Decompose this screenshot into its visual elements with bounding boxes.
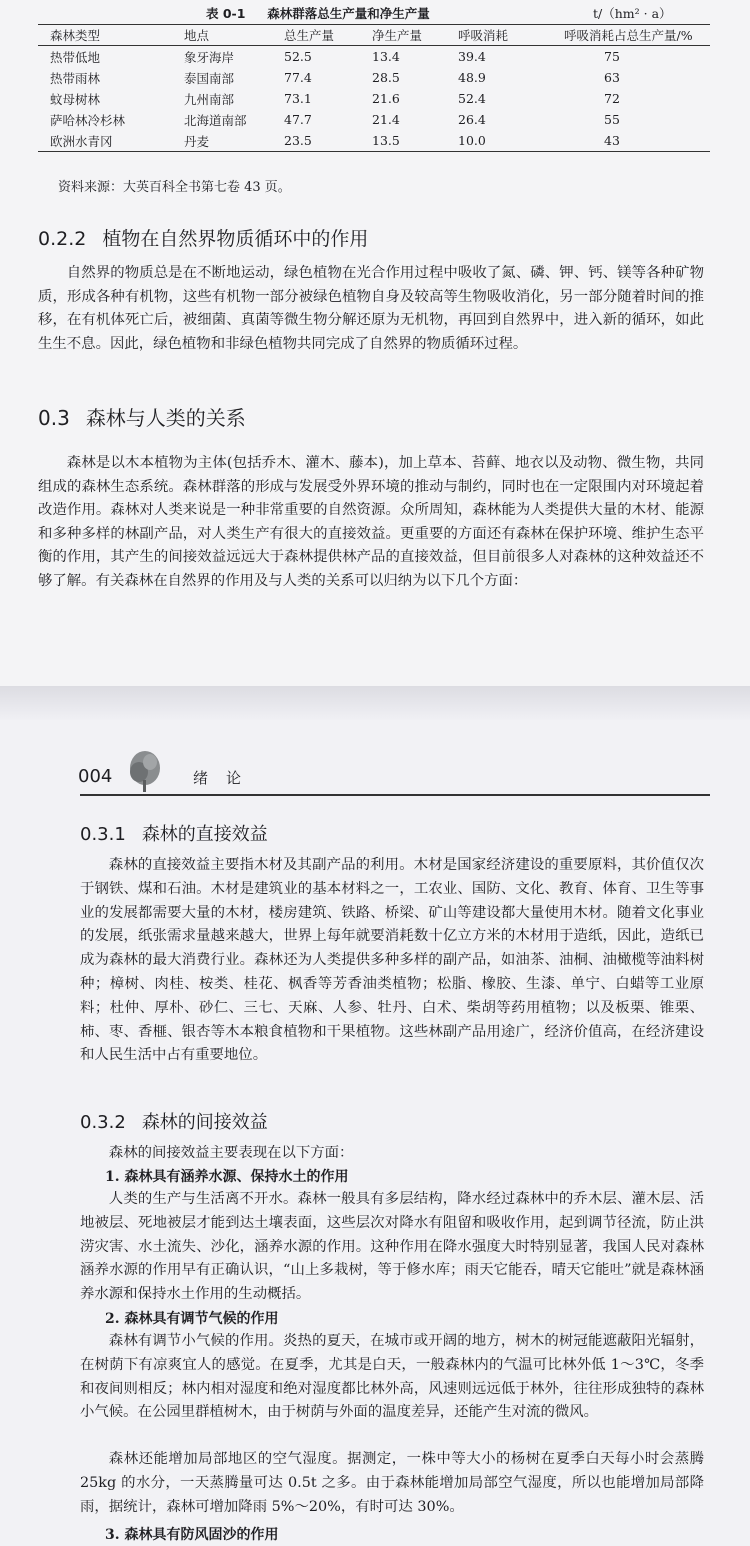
tree-icon xyxy=(122,748,168,794)
table-row xyxy=(38,88,710,109)
table-cell: 热带雨林 xyxy=(50,70,101,86)
table-cell: 21.4 xyxy=(372,112,400,127)
paragraph-water: 人类的生产与生活离不开水。森林一般具有多层结构，降水经过森林中的乔木层、灌木层、活地被层、死地被层才能到达土壤表面，这些层次对降水有阻留和吸收作用，起到调节径流，防止洪涝灾害、水土流失、沙化，涵养水源的作用。这种作用在降水强度大时特别显著，我国人民对森林涵养水源的作用早有正确认识，“山上多栽树，等于修水库；雨天它能吞，晴天它能吐”就是森林涵养水源和保持水土作用的生动概括。 xyxy=(80,1191,704,1303)
table-cell: 热带低地 xyxy=(50,49,101,65)
table-row xyxy=(38,130,710,152)
section-heading-0-3: 0.3 森林与人类的关系 xyxy=(38,406,246,430)
table-cell: 象牙海岸 xyxy=(184,49,235,65)
table-cell: 43 xyxy=(604,133,620,148)
paragraph-climate: 森林有调节小气候的作用。炎热的夏天，在城市或开阔的地方，树木的树冠能遮蔽阳光辐射，在树荫下有凉爽宜人的感觉。在夏季，尤其是白天，一般森林内的气温可比林外低 1～3℃，冬季和夜间则相反；林内相对湿度和绝对湿度都比林外高，风速则远远低于林外，往往形成独特的森林小气候。在公园里群植树木，由于树荫与外面的温度差异，还能产生对流的微风。 xyxy=(80,1333,704,1421)
table-cell: 75 xyxy=(604,49,620,64)
table-cell: 13.4 xyxy=(372,49,400,64)
paragraph-direct-benefit: 森林的直接效益主要指木材及其副产品的利用。木材是国家经济建设的重要原料，其价值仅次于钢铁、煤和石油。木材是建筑业的基本材料之一，工农业、国防、文化、教育、体育、卫生等事业的发展都需要大量的木材，楼房建筑、铁路、桥梁、矿山等建设都大量使用木材。随着文化事业的发展，纸张需求量越来越大，世界上每年就要消耗数十亿立方米的木材用于造纸，因此，造纸已成为森林的最大消费行业。森林还为人类提供多种多样的副产品，如油茶、油桐、油橄榄等油料树种；樟树、肉桂、桉类、桂花、枫香等芳香油类植物；松脂、橡胶、生漆、单宁、白蜡等工业原料；杜仲、厚朴、砂仁、三七、天麻、人参、牡丹、白术、柴胡等药用植物；以及板栗、锥栗、柿、枣、香榧、银杏等木本粮食植物和干果植物。这些林副产品用途广，经济价值高，在经济建设和人民生活中占有重要地位。 xyxy=(80,857,704,1064)
table-cell: 欧洲水青冈 xyxy=(50,133,113,149)
table-caption xyxy=(0,4,750,22)
table-cell: 26.4 xyxy=(458,112,486,127)
table-cell: 63 xyxy=(604,70,620,85)
page-number: 004 xyxy=(78,766,113,787)
header-rule xyxy=(80,794,710,796)
table-cell: 23.5 xyxy=(284,133,312,148)
table-cell: 13.5 xyxy=(372,133,400,148)
page-gap xyxy=(0,686,750,720)
column-header: 呼吸消耗 xyxy=(458,28,509,43)
subheading-climate: 2. 森林具有调节气候的作用 xyxy=(105,1311,279,1327)
table-row xyxy=(38,109,710,130)
table-cell: 泰国南部 xyxy=(184,70,235,86)
table-source: 资料来源：大英百科全书第七卷 43 页。 xyxy=(58,180,291,195)
table-cell: 28.5 xyxy=(372,70,400,85)
section-heading-0-2-2: 0.2.2 植物在自然界物质循环中的作用 xyxy=(38,228,369,250)
column-header: 森林类型 xyxy=(50,28,101,43)
paragraph-humidity: 森林还能增加局部地区的空气湿度。据测定，一株中等大小的杨树在夏季白天每小时会蒸腾 25kg 的水分，一天蒸腾量可达 0.5t 之多。由于森林能增加局部空气湿度，所以也能增加局部降雨，据统计，森林可增加降雨 5%～20%，有时可达 30%。 xyxy=(80,1451,704,1515)
table-unit: t/（hm² · a） xyxy=(593,6,672,21)
table-cell: 72 xyxy=(604,91,620,106)
table-header-row xyxy=(38,25,710,46)
section-heading-0-3-2: 0.3.2 森林的间接效益 xyxy=(80,1112,268,1133)
section-heading-0-3-1: 0.3.1 森林的直接效益 xyxy=(80,824,268,845)
table-cell: 52.4 xyxy=(458,91,486,106)
table-cell: 丹麦 xyxy=(184,133,210,149)
column-header: 呼吸消耗占总生产量/% xyxy=(564,28,693,43)
page-top xyxy=(0,0,750,686)
forest-production-table xyxy=(38,24,710,152)
column-header: 总生产量 xyxy=(284,28,335,43)
table-cell: 77.4 xyxy=(284,70,312,85)
subheading-water: 1. 森林具有涵养水源、保持水土的作用 xyxy=(105,1169,349,1185)
chapter-title: 绪论 xyxy=(193,769,260,787)
table-cell: 55 xyxy=(604,112,620,127)
column-header: 净生产量 xyxy=(372,28,423,43)
table-row xyxy=(38,46,710,68)
table-cell: 10.0 xyxy=(458,133,486,148)
table-cell: 北海道南部 xyxy=(184,112,247,128)
paragraph-indirect-intro: 森林的间接效益主要表现在以下方面： xyxy=(108,1145,354,1161)
table-cell: 九州南部 xyxy=(184,91,235,107)
table-cell: 47.7 xyxy=(284,112,312,127)
column-header: 地点 xyxy=(184,28,210,43)
paragraph-forest-human: 森林是以木本植物为主体(包括乔木、灌木、藤本)，加上草本、苔藓、地衣以及动物、微生物，共同组成的森林生态系统。森林群落的形成与发展受外界环境的推动与制约，同时也在一定限围内对环境起着改造作用。森林对人类来说是一种非常重要的自然资源。众所周知，森林能为人类提供大量的木材、能源和多种多样的林副产品，对人类生产有很大的直接效益。更重要的方面还有森林在保护环境、维护生态平衡的作用，其产生的间接效益远远大于森林提供林产品的直接效益，但目前很多人对森林的这种效益还不够了解。有关森林在自然界的作用及与人类的关系可以归纳为以下几个方面： xyxy=(38,455,704,589)
table-cell: 52.5 xyxy=(284,49,312,64)
page-bottom xyxy=(0,720,750,1546)
subheading-windbreak: 3. 森林具有防风固沙的作用 xyxy=(105,1527,279,1543)
table-cell: 73.1 xyxy=(284,91,312,106)
table-cell: 萨哈林冷杉林 xyxy=(50,112,126,128)
table-cell: 39.4 xyxy=(458,49,486,64)
table-cell: 蚊母树林 xyxy=(50,91,101,107)
table-row xyxy=(38,67,710,88)
paragraph-material-cycle: 自然界的物质总是在不断地运动，绿色植物在光合作用过程中吸收了氮、磷、钾、钙、镁等各种矿物质，形成各种有机物，这些有机物一部分被绿色植物自身及较高等生物吸收消化，另一部分随着时间的推移，在有机体死亡后，被细菌、真菌等微生物分解还原为无机物，再回到自然界中，进入新的循环，如此生生不息。因此，绿色植物和非绿色植物共同完成了自然界的物质循环过程。 xyxy=(38,265,704,352)
table-title: 表 0-1 森林群落总生产量和净生产量 xyxy=(206,6,430,21)
table-cell: 48.9 xyxy=(458,70,486,85)
table-cell: 21.6 xyxy=(372,91,400,106)
